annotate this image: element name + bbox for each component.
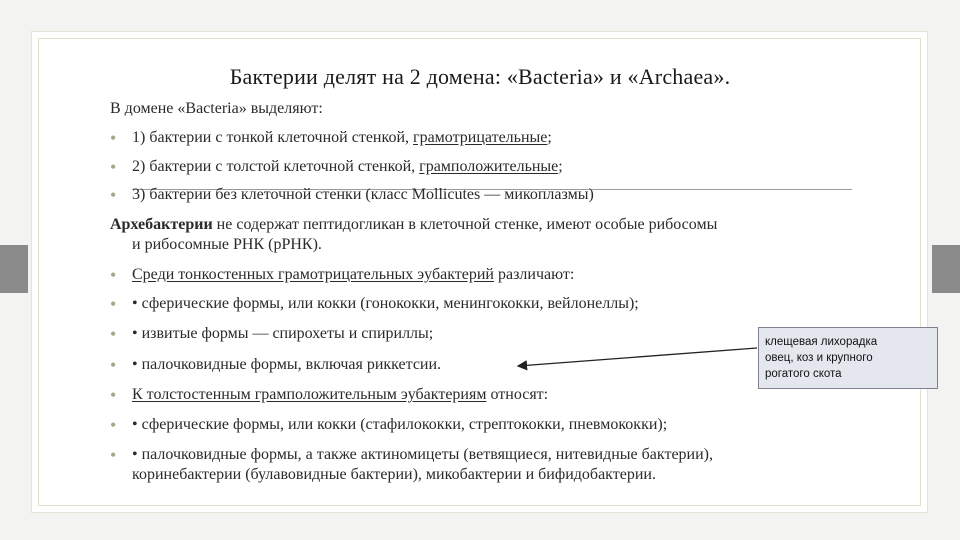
bullet-dot: • [110,265,117,285]
gram-negative-term: грамотрицательные [413,129,548,146]
right-edge-tab [932,245,960,293]
callout-line: овец, коз и крупного [765,352,873,364]
slide-title: Бактерии делят на 2 домена: «Bacteria» и «Archaea». [229,64,731,89]
gram-positive-term: грамположительные [419,158,559,175]
bullet-dot: • [110,157,117,177]
archaea-continuation: и рибосомные РНК (рРНК). [132,236,322,253]
bullet-dot: • [110,128,117,148]
bullet-dot: • [110,294,117,314]
gram-positive-heading: К толстостенным грамположительным эубактериям [132,386,487,403]
intro-line: В домене «Bacteria» выделяют: [110,100,323,117]
bullet-dot: • [110,415,117,435]
gram-positive-continuation: коринебактерии (булавовидные бактерии), микобактерии и бифидобактерии. [132,466,656,483]
bullet-dot: • [110,355,117,375]
bullet-dot: • [110,445,117,465]
bullet-dot: • [110,185,117,205]
left-edge-tab [0,245,28,293]
bullet-dot: • [110,385,117,405]
archaea-term: Архебактерии [110,216,213,233]
gram-negative-heading: Среди тонкостенных грамотрицательных эубактерий [132,266,494,283]
bullet-dot: • [110,324,117,344]
archaea-line: Архебактерии не содержат пептидогликан в клеточной стенке, имеют особые рибосомы [110,216,718,233]
callout-line: клещевая лихорадка [765,336,878,348]
callout-box [758,327,938,389]
callout-line: рогатого скота [765,368,842,380]
